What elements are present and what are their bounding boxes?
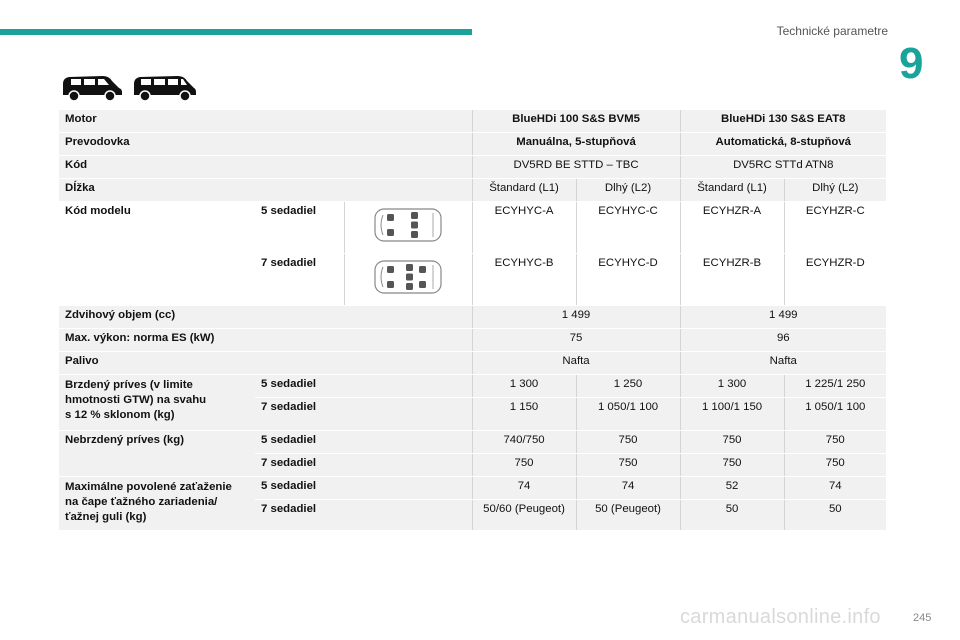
brzdeny-7-c1: 1 150	[472, 398, 576, 431]
zataz-7-sub: 7 sedadiel	[255, 500, 472, 531]
seat-cell-7	[344, 254, 472, 306]
seat-7-layout-icon	[373, 257, 443, 297]
brzdeny-7-c3: 1 100/1 150	[680, 398, 784, 431]
zataz-7-c1: 50/60 (Peugeot)	[472, 500, 576, 531]
chapter-number: 9	[899, 39, 924, 88]
palivo-v2: Nafta	[680, 352, 886, 375]
row-motor	[59, 110, 886, 133]
row-kod-modelu-5	[59, 202, 886, 254]
nebrzdeny-7-sub: 7 sedadiel	[255, 454, 472, 477]
brzdeny-5-c2: 1 250	[576, 375, 680, 398]
brzdeny-5-c3: 1 300	[680, 375, 784, 398]
row-nebrzdeny-5	[59, 431, 886, 454]
row-kod	[59, 156, 886, 179]
zataz-7-c4: 50	[784, 500, 886, 531]
zataz-5-c3: 52	[680, 477, 784, 500]
motor-v1: BlueHDi 100 S&S BVM5	[472, 110, 680, 133]
label-brzdeny-line1: Brzdený príves (v limite	[65, 379, 193, 391]
kod-v1: DV5RD BE STTD – TBC	[472, 156, 680, 179]
label-zataz-line1: Maximálne povolené zaťaženie	[65, 481, 232, 493]
label-dlzka: Dĺžka	[59, 179, 472, 202]
kod-modelu-7-c3: ECYHZR-B	[680, 254, 784, 306]
zataz-7-c3: 50	[680, 500, 784, 531]
label-zataz-line3: ťažnej guli (kg)	[65, 511, 147, 523]
zataz-5-c1: 74	[472, 477, 576, 500]
nebrzdeny-5-c2: 750	[576, 431, 680, 454]
nebrzdeny-7-c2: 750	[576, 454, 680, 477]
kod-v2: DV5RC STTd ATN8	[680, 156, 886, 179]
nebrzdeny-5-c1: 740/750	[472, 431, 576, 454]
zataz-7-c2: 50 (Peugeot)	[576, 500, 680, 531]
kod-modelu-5-c2: ECYHYC-C	[576, 202, 680, 254]
label-zataz-line2: na čape ťažného zariadenia/	[65, 496, 218, 508]
dlzka-c2: Dlhý (L2)	[576, 179, 680, 202]
label-palivo: Palivo	[59, 352, 472, 375]
brzdeny-5-c4: 1 225/1 250	[784, 375, 886, 398]
zataz-5-sub: 5 sedadiel	[255, 477, 472, 500]
nebrzdeny-5-c4: 750	[784, 431, 886, 454]
kod-modelu-7-c4: ECYHZR-D	[784, 254, 886, 306]
nebrzdeny-5-c3: 750	[680, 431, 784, 454]
objem-v2: 1 499	[680, 306, 886, 329]
seat-cell-5	[344, 202, 472, 254]
brzdeny-7-sub: 7 sedadiel	[255, 398, 472, 431]
label-objem: Zdvihový objem (cc)	[59, 306, 472, 329]
label-kod-modelu: Kód modelu	[59, 202, 255, 306]
section-title: Technické parametre	[776, 24, 888, 38]
nebrzdeny-7-c1: 750	[472, 454, 576, 477]
zataz-5-c4: 74	[784, 477, 886, 500]
label-prevodovka: Prevodovka	[59, 133, 472, 156]
label-motor: Motor	[59, 110, 472, 133]
van-short-icon	[59, 72, 125, 102]
kod-modelu-7-c1: ECYHYC-B	[472, 254, 576, 306]
row-palivo	[59, 352, 886, 375]
kod-modelu-7-c2: ECYHYC-D	[576, 254, 680, 306]
vykon-v1: 75	[472, 329, 680, 352]
seat-5-layout-icon	[373, 205, 443, 245]
van-long-icon	[132, 72, 198, 102]
row-dlzka	[59, 179, 886, 202]
label-kod: Kód	[59, 156, 472, 179]
kod-modelu-5-c1: ECYHYC-A	[472, 202, 576, 254]
motor-v2: BlueHDi 130 S&S EAT8	[680, 110, 886, 133]
brzdeny-7-c4: 1 050/1 100	[784, 398, 886, 431]
spec-table	[59, 110, 886, 531]
prevodovka-v2: Automatická, 8-stupňová	[680, 133, 886, 156]
kod-modelu-5-c3: ECYHZR-A	[680, 202, 784, 254]
label-brzdeny-line3: s 12 % sklonom (kg)	[65, 409, 175, 421]
brzdeny-5-sub: 5 sedadiel	[255, 375, 472, 398]
label-zataz	[59, 477, 255, 531]
row-objem	[59, 306, 886, 329]
row-zataz-5	[59, 477, 886, 500]
zataz-5-c2: 74	[576, 477, 680, 500]
vykon-v2: 96	[680, 329, 886, 352]
accent-bar	[0, 29, 472, 35]
label-brzdeny	[59, 375, 255, 431]
objem-v1: 1 499	[472, 306, 680, 329]
row-brzdeny-5	[59, 375, 886, 398]
page-number: 245	[913, 612, 932, 624]
label-vykon: Max. výkon: norma ES (kW)	[59, 329, 472, 352]
nebrzdeny-7-c4: 750	[784, 454, 886, 477]
label-nebrzdeny: Nebrzdený príves (kg)	[59, 431, 255, 477]
brzdeny-7-c2: 1 050/1 100	[576, 398, 680, 431]
dlzka-c1: Štandard (L1)	[472, 179, 576, 202]
nebrzdeny-7-c3: 750	[680, 454, 784, 477]
label-brzdeny-line2: hmotnosti GTW) na svahu	[65, 394, 207, 406]
kod-modelu-5-sub: 5 sedadiel	[255, 202, 344, 254]
watermark: carmanualsonline.info	[680, 606, 881, 628]
kod-modelu-5-c4: ECYHZR-C	[784, 202, 886, 254]
dlzka-c3: Štandard (L1)	[680, 179, 784, 202]
row-prevodovka	[59, 133, 886, 156]
brzdeny-5-c1: 1 300	[472, 375, 576, 398]
nebrzdeny-5-sub: 5 sedadiel	[255, 431, 472, 454]
palivo-v1: Nafta	[472, 352, 680, 375]
dlzka-c4: Dlhý (L2)	[784, 179, 886, 202]
prevodovka-v1: Manuálna, 5-stupňová	[472, 133, 680, 156]
row-vykon	[59, 329, 886, 352]
kod-modelu-7-sub: 7 sedadiel	[255, 254, 344, 306]
